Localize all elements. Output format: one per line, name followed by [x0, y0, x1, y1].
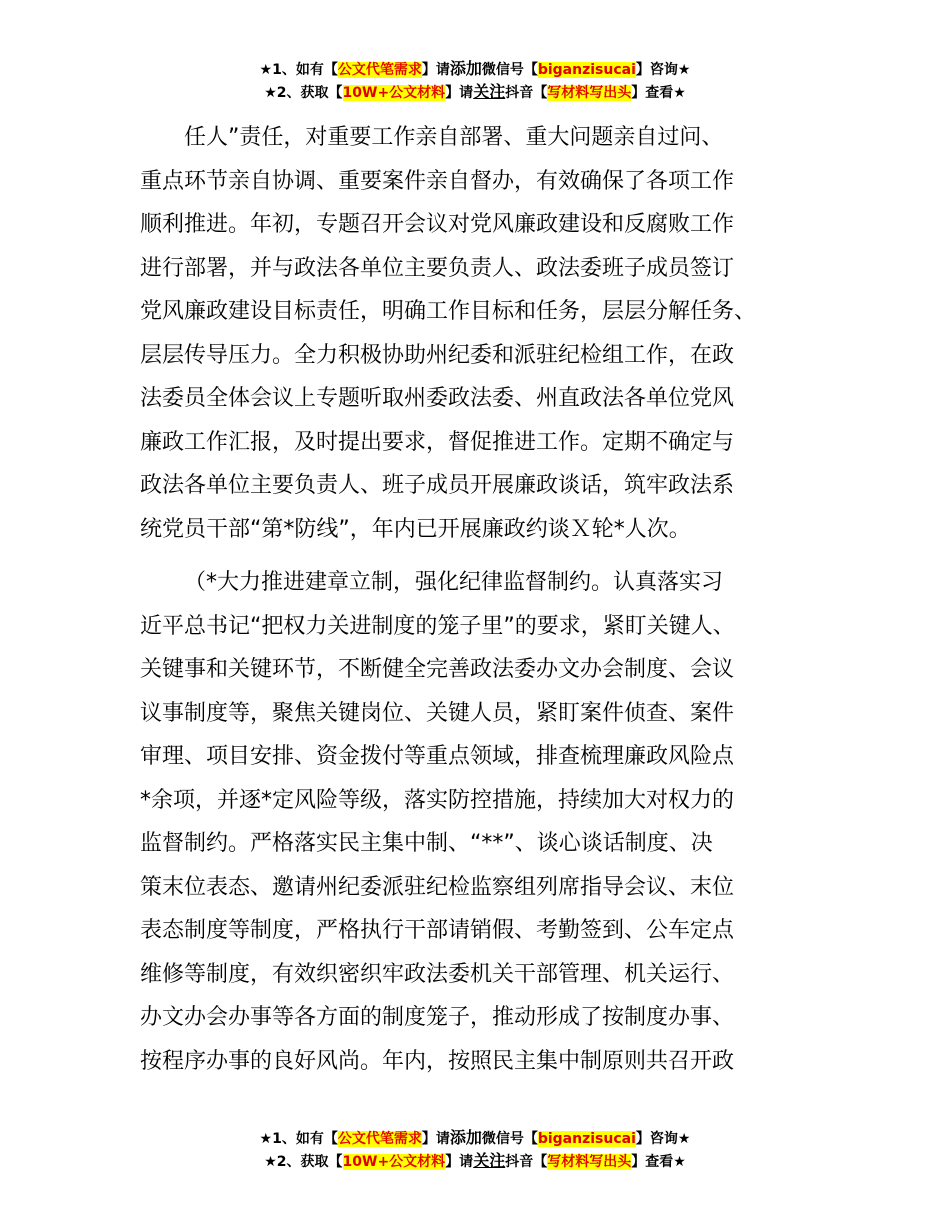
banner-emphasis: 关注	[473, 1151, 506, 1170]
banner-highlight: 公文代笔需求	[337, 1131, 422, 1147]
banner-text: 抖音【	[505, 85, 548, 101]
banner-text: ★2、获取【	[264, 1154, 343, 1170]
banner-text: ★1、如有【	[259, 1131, 338, 1147]
banner-text: ★2、获取【	[264, 85, 343, 101]
banner-text: 微信号【	[481, 1131, 538, 1147]
text-line: 关键事和关键环节，不断健全完善政法委办文办会制度、会议	[140, 657, 735, 682]
text-line: 策末位表态、邀请州纪委派驻纪检监察组列席指导会议、末位	[140, 874, 735, 900]
text-line: 表态制度等制度，严格执行干部请销假、考勤签到、公车定点	[140, 918, 735, 943]
banner-text: 】请	[421, 62, 450, 78]
text-line: 廉政工作汇报，及时提出要求，督促推进工作。定期不确定与	[140, 429, 735, 455]
text-line: 重点环节亲自协调、重要案件亲自督办，有效确保了各项工作	[140, 168, 735, 194]
text-line: 按程序办事的良好风尚。年内，按照民主集中制原则共召开政	[140, 1048, 735, 1074]
banner-text: 抖音【	[505, 1154, 548, 1170]
text-line: 近平总书记“把权力关进制度的笼子里”的要求，紧盯关键人、	[140, 613, 735, 639]
banner-highlight: biganzisucai	[537, 1131, 636, 1147]
text-line: 办文办会办事等各方面的制度笼子，推动形成了按制度办事、	[140, 1005, 735, 1030]
text-line: *余项，并逐*定风险等级，落实防控措施，持续加大对权力的	[140, 787, 735, 813]
paragraph-1	[140, 116, 820, 551]
text-line: 党风廉政建设目标责任，明确工作目标和任务，层层分解任务、	[140, 299, 757, 324]
text-line: （*大力推进建章立制，强化纪律监督制约。认真落实习	[184, 570, 724, 595]
banner-text: 】咨询★	[635, 1131, 691, 1147]
banner-text: 】请	[445, 1154, 474, 1170]
banner-highlight: 10W+公文材料	[342, 1154, 446, 1170]
banner-text: 】请	[421, 1131, 450, 1147]
banner-text: 】请	[445, 85, 474, 101]
banner-highlight: 10W+公文材料	[342, 85, 446, 101]
text-line: 政法各单位主要负责人、班子成员开展廉政谈话，筑牢政法系	[140, 473, 735, 498]
banner-emphasis: 添加	[449, 1128, 482, 1147]
banner-text: 微信号【	[481, 62, 538, 78]
text-line: 进行部署，并与政法各单位主要负责人、政法委班子成员签订	[140, 255, 735, 281]
banner-line-1	[0, 1127, 950, 1150]
text-line: 议事制度等，聚焦关键岗位、关键人员，紧盯案件侦查、案件	[140, 700, 735, 726]
text-line: 顺利推进。年初，专题召开会议对党风廉政建设和反腐败工作	[140, 212, 735, 237]
document-body	[140, 116, 820, 1083]
text-line: 监督制约。严格落实民主集中制、“**”、谈心谈话制度、决	[140, 831, 713, 856]
text-line: 层层传导压力。全力积极协助州纪委和派驻纪检组工作，在政	[140, 342, 735, 368]
banner-line-1	[0, 58, 950, 81]
banner-highlight: 写材料写出头	[547, 85, 632, 101]
text-line: 审理、项目安排、资金拨付等重点领域，排查梳理廉政风险点	[140, 744, 735, 769]
banner-text: 】查看★	[631, 1154, 686, 1170]
banner-highlight: biganzisucai	[537, 62, 636, 78]
text-line: 维修等制度，有效织密织牢政法委机关干部管理、机关运行、	[140, 961, 735, 987]
banner-emphasis: 关注	[473, 82, 506, 101]
text-line: 任人”责任，对重要工作亲自部署、重大问题亲自过问、	[184, 125, 724, 150]
banner-line-2	[0, 1150, 950, 1173]
paragraph-2	[140, 561, 820, 1083]
banner-text: ★1、如有【	[259, 62, 338, 78]
banner-highlight: 公文代笔需求	[337, 62, 422, 78]
footer-banner	[0, 1127, 950, 1173]
banner-highlight: 写材料写出头	[547, 1154, 632, 1170]
banner-text: 】咨询★	[635, 62, 691, 78]
banner-emphasis: 添加	[449, 59, 482, 78]
text-line: 法委员全体会议上专题听取州委政法委、州直政法各单位党风	[140, 386, 735, 411]
banner-line-2	[0, 81, 950, 104]
banner-text: 】查看★	[631, 85, 686, 101]
text-line: 统党员干部“第*防线”，年内已开展廉政约谈Ｘ轮*人次。	[140, 516, 691, 542]
header-banner	[0, 58, 950, 104]
